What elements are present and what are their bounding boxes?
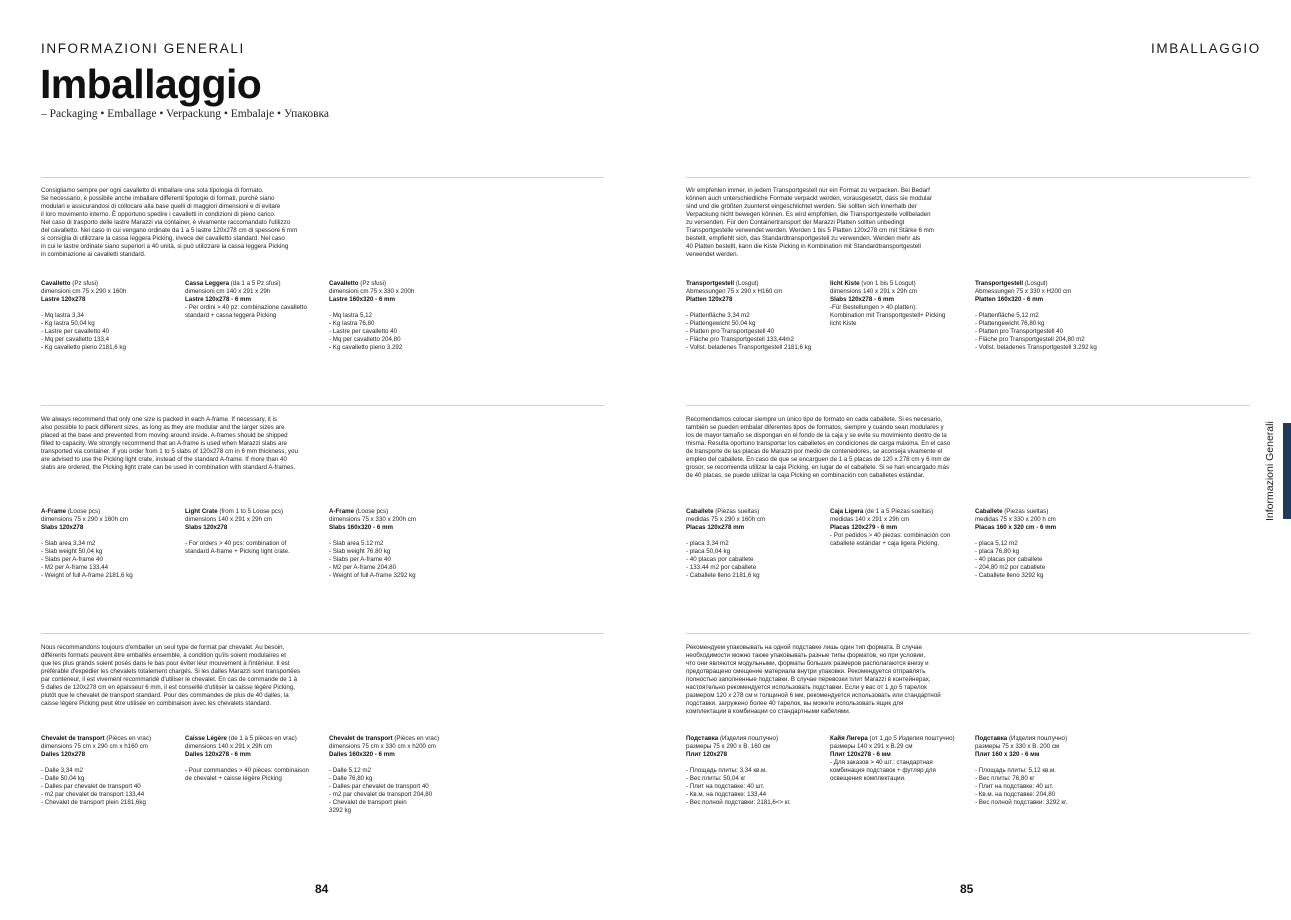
spec-column-ru-3: Подставка (Изделия поштучно) размеры 75 x 330 x В. 200 см Плит 160 x 320 - 6 мм - Площадь плиты: 5,12 кв.м. - Вес плиты: 76,80 кг - Плит на подставке: 40 шт. - Кв.м. на подставке: 204,80 - Вес полной подставки: 3292 кг. — [975, 735, 1068, 807]
spec-column-en-3: A-Frame (Loose pcs) dimensions 75 x 330 x 200h cm Slabs 160x320 - 6 mm - Slab area 5.12 m2 - Slab weight 76.80 kg - Slabs per A-frame 40 - M2 per A-frame 204.80 - Weight of full A-frame 3292 kg — [329, 508, 417, 580]
intro-paragraph-it: Consigliamo sempre per ogni cavalletto di imballare una sola tipologia di formato. Se necessario, è possibile anche imballare differenti tipologie di formati, purché siano modulari e assicurandosi di collocare alla base quelli di maggiori dimensioni e di evitare il loro movimento interno. È opportuno spedire i cavalletti in condizioni di pieno carico. Nel caso di trasporto delle lastre Marazzi via container, è vivamente raccomandato l'utilizzo del cavalletto. Nel caso in cui vengano ordinate da 1 a 5 lastre 120x278 cm di spessore 6 mm si consiglia di utilizzare la cassa leggera Picking, invece del cavalletto standard. Nel caso in cui le lastre ordinate siano superiori a 40 unità, si può utilizzare la cassa leggera Picking in combinazione ai cavalletti standard. — [41, 187, 298, 259]
spec-column-ru-1: Подставка (Изделия поштучно) размеры 75 x 290 x В. 160 см Плит 120x278 - Площадь плиты: 3,34 кв.м. - Вес плиты: 50,04 кг - Плит на подставке: 40 шт. - Кв.м. на подставке: 133,44 - Вес полной подставки: 2181,6<> кг. — [686, 735, 791, 807]
divider — [686, 633, 1250, 634]
divider — [41, 405, 604, 406]
spec-column-es-2: Caja Ligera (de 1 a 5 Piezas sueltas) medidas 140 x 291 x 29h cm Placas 120x279 - 6 mm - Por pedidos > 40 piezas: combinación con caballete estándar + caja ligera Picking. — [830, 508, 951, 548]
spec-column-fr-3: Chevalet de transport (Pièces en vrac) dimensions 75 cm x 330 cm x h200 cm Dalles 160x320 - 6 mm - Dalle 5,12 m2 - Dalle 76,80 kg - Dalles par chevalet de transport 40 - m2 par chevalet de transport 204,80 - Chevalet de transport plein 3292 kg — [329, 735, 440, 815]
side-tab-label: Informazioni Generali — [1264, 421, 1276, 521]
spec-column-fr-2: Caisse Légère (de 1 à 5 pièces en vrac) dimensions 140 x 291 x 29h cm Dalles 120x278 - 6 mm - Pour commandes > 40 pièces: combinaison de chevalet + caisse légère Picking — [185, 735, 309, 783]
intro-paragraph-en: We always recommend that only one size is packed in each A-frame. If necessary, it is also possible to pack different sizes, as long as they are modular and the larger sizes are placed at the base and prevented from moving around inside. A-frames should be shipped filled to capacity. We strongly recommend that an A-frame is used when Marazzi slabs are transported via container. If you order from 1 to 5 slabs of 120x278 cm in 6 mm thickness, you are advised to use the Picking light crate, instead of the standard A-frame. If more than 40 slabs are ordered, the Picking light crate can be used in combination with standard A-frames. — [41, 416, 298, 472]
section-label-right: IMBALLAGGIO — [1151, 41, 1261, 56]
spec-column-fr-1: Chevalet de transport (Pièces en vrac) dimensions 75 cm x 290 cm x h160 cm Dalles 120x278 - Dalle 3,34 m2 - Dalle 50,04 kg - Dalles par chevalet de transport 40 - m2 par chevalet de transport 133,44 - Chevalet de transport plein 2181,6kg — [41, 735, 152, 807]
spec-column-en-1: A-Frame (Loose pcs) dimensions 75 x 290 x 160h cm Slabs 120x278 - Slab area 3,34 m2 - Slab weight 50,04 kg - Slabs per A-frame 40 - M2 per A-frame 133,44 - Weight of full A-frame 2181,6 kg — [41, 508, 133, 580]
section-label-left: INFORMAZIONI GENERALI — [41, 41, 245, 56]
intro-paragraph-ru: Рекомендуем упаковывать на одной подставке лишь один тип формата. В случае необходимости можно также упаковывать разные типы форматов, но при условии, что они являются модульными, форматы больших размеров располагаются внизу и предотвращено смещение материала внутри упаковки. Рекомендуется отправлять полностью заполненные подставки. В случае перевозки плит Marazzi в контейнерах, настоятельно рекомендуется использовать подставки. Если у вас от 1 до 5 тарелок размером 120 x 278 см и толщиной 6 мм, рекомендуется использовать или стандартной подставки. загружено более 40 тарелок, вы можете использовать ящик для комплектации в комбинации со стандартными кабелями. — [686, 644, 941, 716]
side-tab-marker — [1283, 423, 1291, 519]
page-number-left: 84 — [315, 882, 329, 896]
spec-column-en-2: Light Crate (from 1 to 5 Loose pcs) dimensions 140 x 291 x 29h cm Slabs 120x278 - For orders > 40 pcs: combination of standard A-frame + Picking light crate. — [185, 508, 290, 556]
spec-column-es-3: Caballete (Piezas sueltas) medidas 75 x 330 x 200 h cm Placas 160 x 320 cm - 6 mm - placa 5,12 m2 - placa 76,80 kg - 40 placas por caballete - 204,80 m2 por caballete - Caballete lleno 3292 kg — [975, 508, 1057, 580]
spec-column-it-3: Cavalletto (Pz sfusi) dimensioni cm 75 x 330 x 200h Lastre 160x320 - 6 mm - Mq lastra 5,12 - Kg lastra 76,80 - Lastre per cavalletto 40 - Mq per cavalletto 204,80 - Kg cavalletto pieno 3.292 — [329, 280, 415, 352]
spec-column-de-1: Transportgestell (Losgut) Abmessungen 75 x 290 x H160 cm Platten 120x278 - Plattenfläche 3,34 m2 - Plattengewicht 50,04 kg - Platten pro Transportgestell 40 - Fläche pro Transportgestell 133,44m2 - Vollst. beladenes Transportgestell 2181,6 kg — [686, 280, 812, 352]
spec-column-de-2: licht Kiste (von 1 bis 5 Losgut) dimensions 140 x 291 x 29h cm Slabs 120x278 - 6 mm -Für Bestellungen > 40 platten): Kombination mit Transportgestell+ Picking licht Kiste — [830, 280, 946, 328]
spec-column-it-2: Cassa Leggera (da 1 a 5 Pz sfusi) dimensioni cm 140 x 291 x 29h Lastre 120x278 - 6 mm - Per ordini > 40 pz: combinazione cavalletto standard + cassa leggera Picking — [185, 280, 307, 320]
divider — [686, 405, 1250, 406]
intro-paragraph-de: Wir empfehlen immer, in jedem Transportgestell nur ein Format zu verpacken. Bei Bedarf können auch unterschiedliche Formate verpackt werden, vorausgesetzt, dass sie modular sind und die größten zuunterst eingeschlichtet werden. Sie sollten sich innerhalb der Verpackung nicht bewegen können. Es wird empfohlen, die Transportgestelle vollbeladen zu versenden. Für den Containertransport der Marazzi Platten sollten unbedingt Transportgestelle verwendet werden. Werden 1 bis 5 Platten 120x278 cm mit Stärke 6 mm bestellt, empfiehlt sich, das Standardtransportgestell zu verwenden. Werden mehr als 40 Platten bestellt, kann die Kiste Picking in Kombination mit Standardtransportgestell verwendet werden. — [686, 187, 934, 259]
page-subtitle: – Packaging • Emballage • Verpackung • Embalaje • Упаковка — [41, 108, 330, 120]
spec-column-de-3: Transportgestell (Losgut) Abmessungen 75 x 330 x H200 cm Platten 160x320 - 6 mm - Plattenfläche 5,12 m2 - Plattengewicht 76,80 kg - Platten pro Transportgestell 40 - Fläche pro Transportgestell 204,80 m2 - Vollst. beladenes Transportgestell 3.292 kg — [975, 280, 1097, 352]
page-title: Imballaggio — [40, 61, 262, 107]
divider — [41, 633, 604, 634]
divider — [41, 177, 604, 178]
intro-paragraph-fr: Nous recommandons toujours d'emballer un seul type de format par chevalet. Au besoin, différents formats peuvent être emballés ensemble, à condition qu'ils soient modulaires et que les plus grands soient posés dans le bas pour éviter leur mouvement à l'intérieur. Il est préférable d'expédier les chevalets totalement chargés. Si les dalles Marazzi sont transportées par conteneur, il est vivement recommandé d'utiliser le chevalet. En cas de commande de 1 à 5 dalles de 120x278 cm en épaisseur 6 mm, il est conseillé d'utiliser la caisse légère Picking, plutôt que le chevalet de transport standard. Pour des commandes de plus de 40 dalles, la caisse légère Picking peut être utilisée en combinaison avec les chevalets standard. — [41, 644, 301, 708]
divider — [686, 177, 1250, 178]
spec-column-ru-2: Кайя Лигера (от 1 до 5 Изделия поштучно) размеры 140 x 291 x В.29 см Плит 120x278 - 6 мм - Для заказов > 40 шт.: стандартная комбинация подставок + футляр для освещения комплектации. — [830, 735, 955, 783]
intro-paragraph-es: Recomendamos colocar siempre un único tipo de formato en cada caballete. Si es necesario, también se pueden embalar diferentes tipos de formatos, siempre y cuando sean modulares y los de mayor tamaño se dispongan en el fondo de la caja y se evite su movimiento dentro de la misma. Resulta oportuno transportar los caballetes en condiciones de carga máxima. En el caso de transporte de las placas de Marazzi por medio de contenedores, se aconseja vivamente el empleo del caballete. En caso de que se encarguen de 1 a 5 placas de 120 x 278 cm y 6 mm de grosor, se recomienda utilizar la caja Picking, en lugar de el caballete. Si se han encargado más de 40 placas, se puede utilizar la caja Picking en combinación con caballetes estándar. — [686, 416, 951, 480]
spec-column-es-1: Caballete (Piezas sueltas) medidas 75 x 290 x 160h cm Placas 120x278 mm - placa 3,34 m2 - placa 50,04 kg - 40 placas por caballete - 133,44 m2 por caballete - Caballete lleno 2181,6 kg — [686, 508, 766, 580]
spec-column-it-1: Cavalletto (Pz sfusi) dimensioni cm 75 x 290 x 160h Lastre 120x278 - Mq lastra 3,34 - Kg lastra 50,04 kg - Lastre per cavalletto 40 - Mq per cavalletto 133,4 - Kg cavalletto pieno 2181,6 kg — [41, 280, 127, 352]
page-number-right: 85 — [960, 882, 974, 896]
